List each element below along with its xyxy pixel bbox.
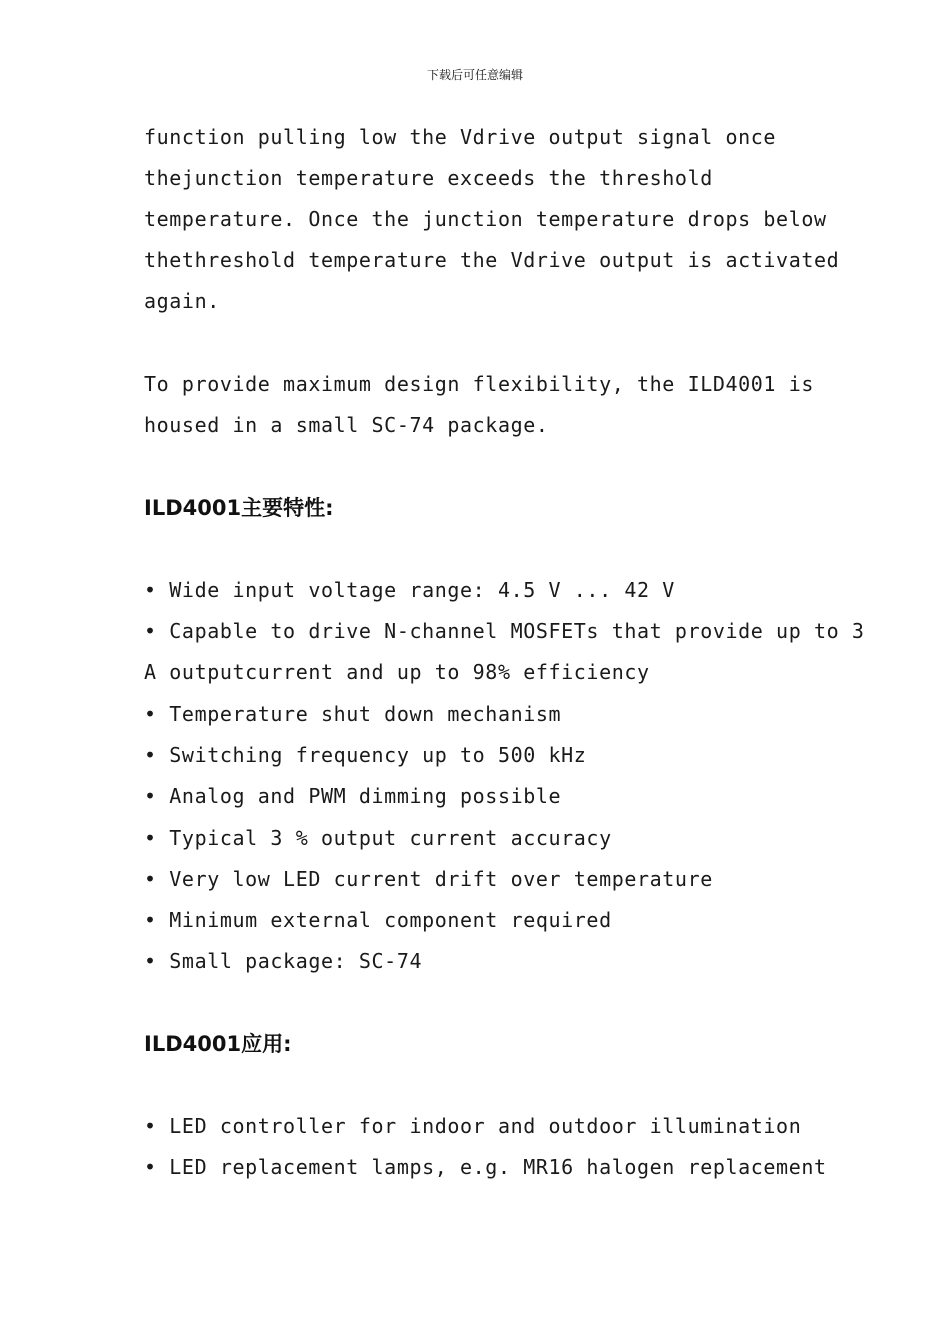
application-item: • LED controller for indoor and outdoor illumination <box>144 1114 802 1138</box>
feature-item: • Temperature shut down mechanism <box>144 702 562 726</box>
feature-item-continuation: A outputcurrent and up to 98% efficiency <box>144 660 650 684</box>
feature-item: • Wide input voltage range: 4.5 V ... 42 V <box>144 578 675 602</box>
application-item: • LED replacement lamps, e.g. MR16 halogen replacement <box>144 1155 827 1179</box>
feature-item: • Analog and PWM dimming possible <box>144 784 562 808</box>
intro-line: function pulling low the Vdrive output signal once <box>144 125 777 149</box>
applications-heading: ILD4001应用: <box>144 1032 292 1056</box>
package-paragraph-line: To provide maximum design flexibility, the ILD4001 is <box>144 372 814 396</box>
feature-item: • Minimum external component required <box>144 908 612 932</box>
feature-item: • Small package: SC-74 <box>144 949 423 973</box>
feature-item: • Switching frequency up to 500 kHz <box>144 743 587 767</box>
intro-line: thethreshold temperature the Vdrive output is activated <box>144 248 840 272</box>
feature-item: • Capable to drive N-channel MOSFETs that provide up to 3 <box>144 619 865 643</box>
intro-line: again. <box>144 289 220 313</box>
features-heading: ILD4001主要特性: <box>144 496 334 520</box>
feature-item: • Typical 3 % output current accuracy <box>144 826 612 850</box>
intro-line: temperature. Once the junction temperature drops below <box>144 207 827 231</box>
package-paragraph-line: housed in a small SC-74 package. <box>144 413 549 437</box>
feature-item: • Very low LED current drift over temperature <box>144 867 713 891</box>
intro-line: thejunction temperature exceeds the threshold <box>144 166 713 190</box>
header-note: 下载后可任意编辑 <box>426 68 523 82</box>
